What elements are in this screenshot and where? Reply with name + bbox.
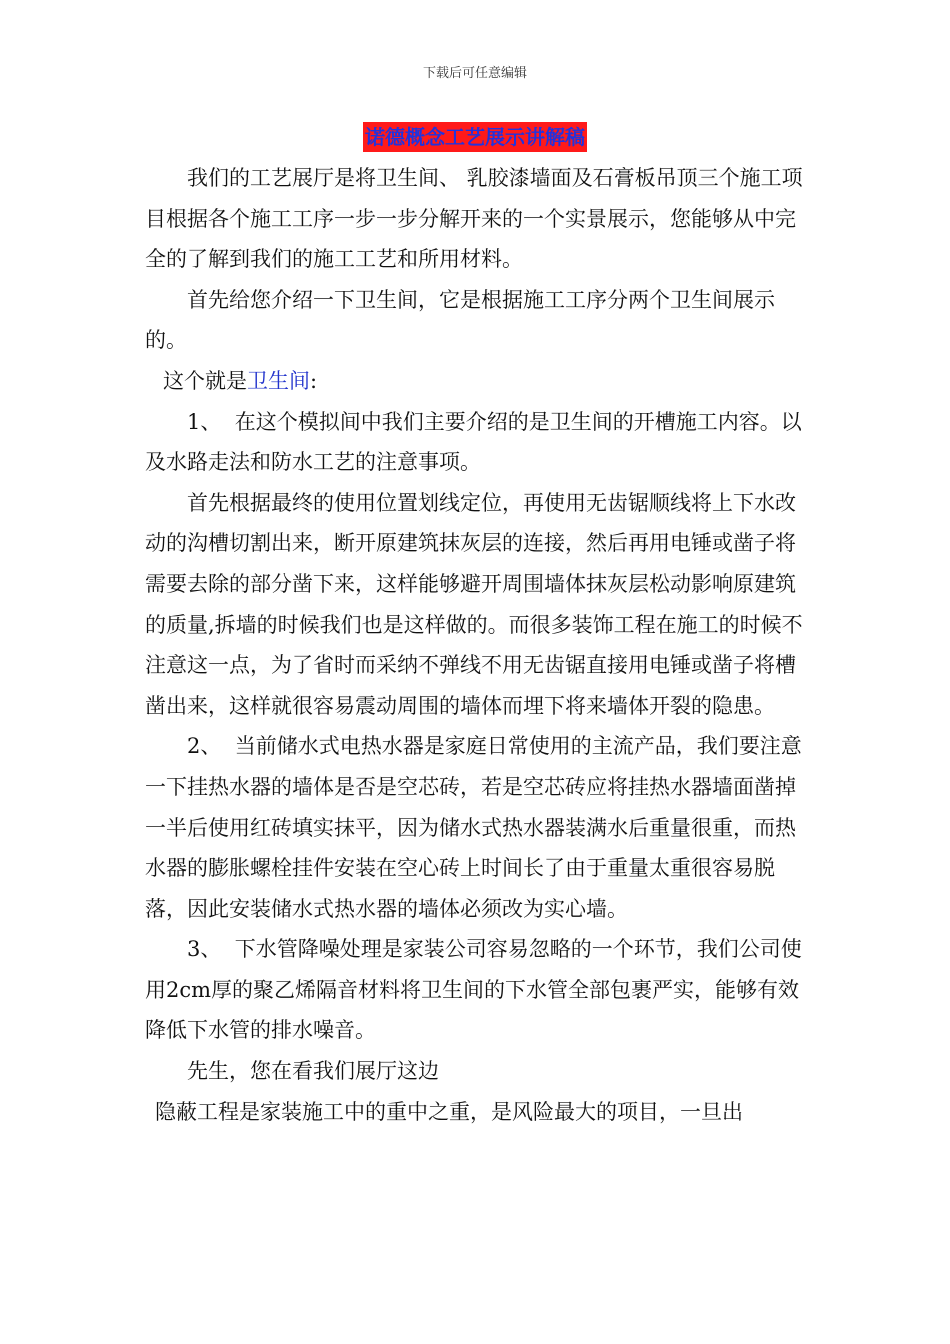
paragraph-sir: 先生，您在看我们展厅这边 xyxy=(187,1059,439,1084)
document-title: 诺德概念工艺展示讲解稿 xyxy=(363,122,587,152)
document-body xyxy=(145,158,815,1132)
paragraph-intro: 我们的工艺展厅是将卫生间、 乳胶漆墙面及石膏板吊顶三个施工项目根据各个施工工序一步一步分解开来的一个实景展示，您能够从中完全的了解到我们的施工工艺和所用材料。 xyxy=(145,166,803,272)
paragraph-this-is-bathroom xyxy=(145,361,815,402)
paragraph-item-1: 1、 在这个模拟间中我们主要介绍的是卫生间的开槽施工内容。以及水路走法和防水工艺的注意事项。 xyxy=(145,409,802,475)
paragraph-suffix: : xyxy=(310,368,318,393)
paragraph-hidden-works: 隐蔽工程是家装施工中的重中之重，是风险最大的项目，一旦出 xyxy=(155,1099,743,1124)
page-header-note: 下载后可任意编辑 xyxy=(422,66,527,81)
paragraph-grooving: 首先根据最终的使用位置划线定位，再使用无齿锯顺线将上下水改动的沟槽切割出来，断开原建筑抹灰层的连接，然后再用电锤或凿子将需要去除的部分凿下来，这样能够避开周围墙体抹灰层松动影响原建筑的质量,拆墙的时候我们也是这样做的。而很多装饰工程在施工的时候不注意这一点，为了省时而采纳不弹线不用无齿锯直接用电锤或凿子将槽凿出来，这样就很容易震动周围的墙体而埋下将来墙体开裂的隐患。 xyxy=(145,490,803,718)
paragraph-item-2: 2、 当前储水式电热水器是家庭日常使用的主流产品，我们要注意一下挂热水器的墙体是否是空芯砖，若是空芯砖应将挂热水器墙面凿掉一半后使用红砖填实抹平，因为储水式热水器装满水后重量很重，而热水器的膨胀螺栓挂件安装在空心砖上时间长了由于重量太重很容易脱落，因此安装储水式热水器的墙体必须改为实心墙。 xyxy=(145,734,802,921)
bathroom-link[interactable]: 卫生间 xyxy=(247,368,310,393)
paragraph-prefix: 这个就是 xyxy=(163,368,247,393)
paragraph-item-3: 3、 下水管降噪处理是家装公司容易忽略的一个环节，我们公司使用2cm厚的聚乙烯隔音材料将卫生间的下水管全部包裹严实，能够有效降低下水管的排水噪音。 xyxy=(145,937,802,1043)
title-container xyxy=(0,122,950,152)
paragraph-bathroom-intro: 首先给您介绍一下卫生间，它是根据施工工序分两个卫生间展示的。 xyxy=(145,287,775,353)
